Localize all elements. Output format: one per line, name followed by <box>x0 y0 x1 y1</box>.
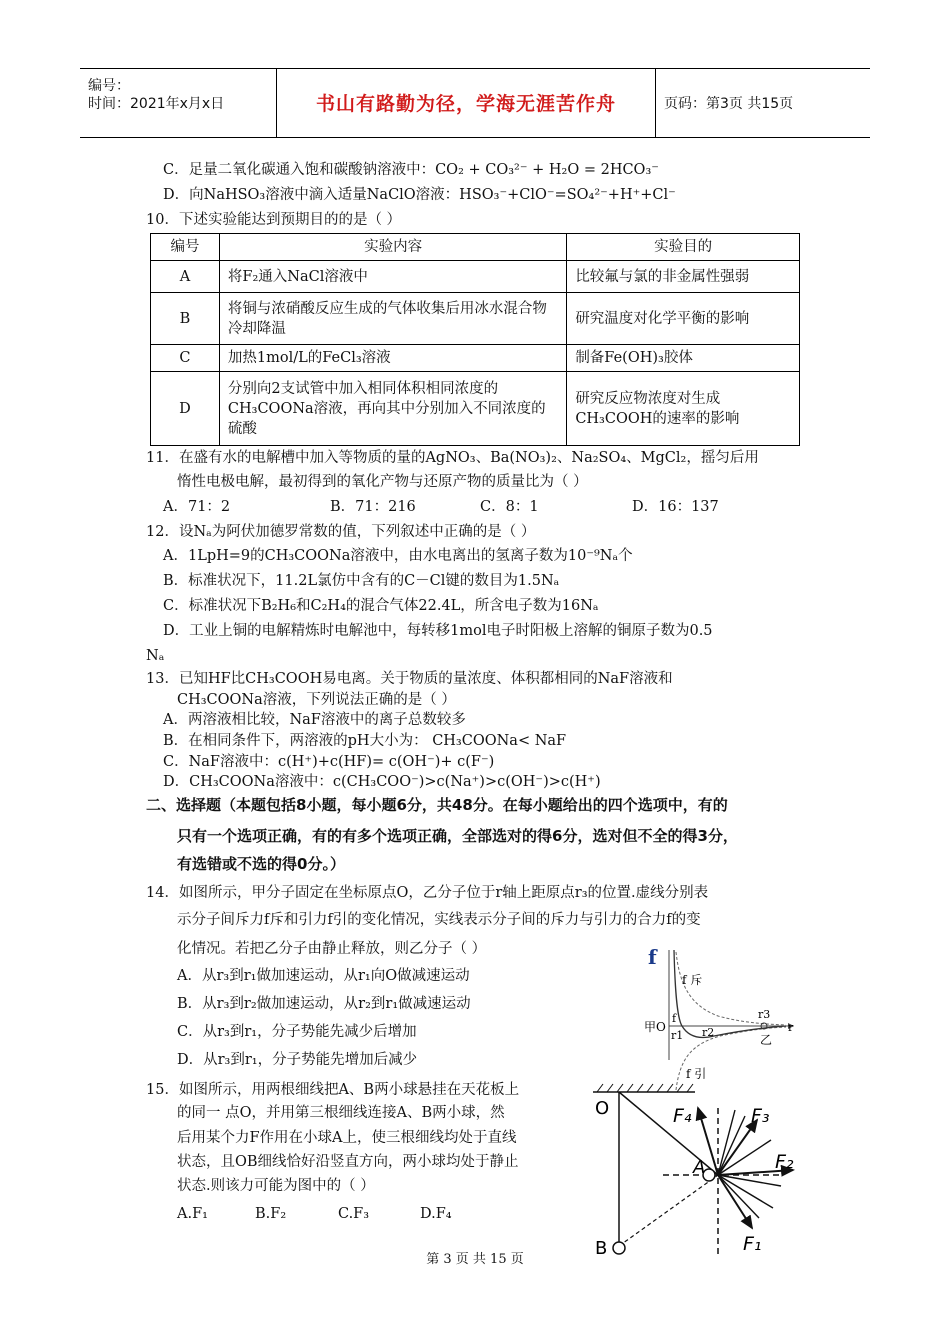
q13-stem-2: CH₃COONa溶液，下列说法正确的是（ ） <box>177 692 456 708</box>
doc-date: 时间：2021年x月x日 <box>88 96 225 112</box>
fig-label-yi: 乙 <box>760 1033 773 1047</box>
q11-option-b: B．71：216 <box>330 499 416 515</box>
q12-stem: 12．设Nₐ为阿伏加德罗常数的值，下列叙述中正确的是（ ） <box>146 524 536 540</box>
header-meta-cell <box>80 69 277 137</box>
fig-label-f3: F₃ <box>751 1105 770 1127</box>
q11-option-a: A．71：2 <box>163 499 231 515</box>
fig-label-r3: r3 <box>758 1008 771 1021</box>
row-goal: 比较氟与氯的非金属性强弱 <box>567 261 800 293</box>
section-2-line-3: 有选错或不选的得0分。） <box>177 855 345 873</box>
q12-option-c: C．标准状况下B₂H₆和C₂H₄的混合气体22.4L，所含电子数为16Nₐ <box>163 598 599 614</box>
table-row <box>151 293 800 345</box>
fig-label-b: B <box>595 1238 608 1259</box>
force-f1-arrow <box>718 1175 752 1228</box>
q15-force-figure <box>585 1082 810 1262</box>
fig-label-f4: F₄ <box>673 1105 692 1127</box>
q11-stem-1: 11．在盛有水的电解槽中加入等物质的量的AgNO₃、Ba(NO₃)₂、Na₂SO₄、MgCl₂，摇匀后用 <box>146 450 759 466</box>
fig-label-f2: F₂ <box>775 1151 794 1173</box>
q14-force-figure <box>640 940 800 1085</box>
q15-option-c: C.F₃ <box>338 1206 370 1222</box>
fig-label-o: O <box>595 1098 610 1119</box>
row-goal: 制备Fe(OH)₃胶体 <box>567 345 800 372</box>
row-id: D <box>151 372 220 446</box>
row-content: 分别向2支试管中加入相同体积相同浓度的CH₃COONa溶液，再向其中分别加入不同浓度的硫酸 <box>219 372 566 446</box>
net-force-curve <box>674 950 786 1038</box>
q14-stem-1: 14．如图所示，甲分子固定在坐标原点O，乙分子位于r轴上距原点r₃的位置.虚线分别表 <box>146 885 709 901</box>
fig-label-f-net: f <box>672 1012 677 1025</box>
q15-stem-2: 的同一 点O，并用第三根细线连接A、B两小球，然 <box>177 1105 505 1121</box>
q12-option-b: B．标准状况下，11.2L氯仿中含有的C－Cl键的数目为1.5Nₐ <box>163 573 560 589</box>
table-header: 实验内容 <box>219 234 566 261</box>
q10-stem: 10．下述实验能达到预期目的的是（ ） <box>146 212 402 228</box>
q14-stem-2: 示分子间斥力f斥和引力f引的变化情况，实线表示分子间的斥力与引力的合力f的变 <box>177 912 701 928</box>
q11-option-d: D．16：137 <box>632 499 719 515</box>
row-goal: 研究反应物浓度对生成CH₃COOH的速率的影响 <box>567 372 800 446</box>
row-goal: 研究温度对化学平衡的影响 <box>567 293 800 345</box>
fig-label-f-att: f 引 <box>686 1067 707 1081</box>
q12-option-d-1: D．工业上铜的电解精炼时电解池中，每转移1mol电子时阳极上溶解的铜原子数为0.5 <box>163 623 713 639</box>
force-f3-arrow <box>718 1120 757 1175</box>
table-header-row <box>151 234 800 261</box>
q15-stem-5: 状态.则该力可能为图中的（ ） <box>177 1178 375 1194</box>
section-2-line-1: 二、选择题（本题包括8小题，每小题6分，共48分。在每小题给出的四个选项中，有的 <box>146 796 728 814</box>
q13-option-a: A．两溶液相比较，NaF溶液中的离子总数较多 <box>163 712 466 728</box>
q15-stem-3: 后用某个力F作用在小球A上，使三根细线均处于直线 <box>177 1130 517 1146</box>
table-row <box>151 345 800 372</box>
doc-number: 编号： <box>88 78 130 94</box>
string-ab <box>619 1175 718 1246</box>
table-header: 编号 <box>151 234 220 261</box>
table-row <box>151 261 800 293</box>
q15-option-d: D.F₄ <box>420 1206 452 1222</box>
force-hatching <box>718 1110 781 1218</box>
row-id: B <box>151 293 220 345</box>
header-motto-cell <box>277 69 656 137</box>
q15-stem-4: 状态，且OB细线恰好沿竖直方向，两小球均处于静止 <box>177 1154 519 1170</box>
q11-option-c: C．8：1 <box>480 499 539 515</box>
q9-option-d: D．向NaHSO₃溶液中滴入适量NaClO溶液：HSO₃⁻+ClO⁻=SO₄²⁻+H⁺+Cl⁻ <box>163 187 676 203</box>
q13-stem-1: 13．已知HF比CH₃COOH易电离。关于物质的量浓度、体积都相同的NaF溶液和 <box>146 671 673 687</box>
q15-option-b: B.F₂ <box>255 1206 287 1222</box>
q15-stem-1: 15．如图所示，用两根细线把A、B两小球悬挂在天花板上 <box>146 1082 520 1098</box>
q10-table <box>150 233 800 446</box>
row-id: C <box>151 345 220 372</box>
q14-stem-3: 化情况。若把乙分子由静止释放，则乙分子（ ） <box>177 941 487 957</box>
table-row <box>151 372 800 446</box>
fig-label-r2: r2 <box>702 1026 715 1039</box>
fig-label-origin: 甲O <box>644 1020 666 1034</box>
page-header <box>80 68 870 138</box>
q12-option-d-2: Nₐ <box>146 648 165 664</box>
row-content: 将铜与浓硝酸反应生成的气体收集后用冰水混合物冷却降温 <box>219 293 566 345</box>
table-header: 实验目的 <box>567 234 800 261</box>
row-content: 将F₂通入NaCl溶液中 <box>219 261 566 293</box>
page-number: 页码：第3页 共15页 <box>664 96 794 112</box>
q13-option-c: C．NaF溶液中：c(H⁺)+c(HF)= c(OH⁻)+ c(F⁻) <box>163 754 495 770</box>
fig-label-f: f <box>648 945 657 969</box>
q14-option-c: C．从r₃到r₁，分子势能先减少后增加 <box>177 1024 417 1040</box>
q9-option-c: C．足量二氧化碳通入饱和碳酸钠溶液中：CO₂ + CO₃²⁻ + H₂O = 2HCO₃⁻ <box>163 162 659 178</box>
section-2-line-2: 只有一个选项正确，有的有多个选项正确，全部选对的得6分，选对但不全的得3分， <box>177 827 738 845</box>
ceiling-hatch <box>597 1084 693 1092</box>
fig-label-f1: F₁ <box>743 1233 762 1255</box>
q14-option-a: A．从r₃到r₁做加速运动，从r₁向O做减速运动 <box>177 968 470 984</box>
q15-option-a: A.F₁ <box>177 1206 208 1222</box>
fig-label-f-rep: f 斥 <box>682 973 703 987</box>
fig-label-r1: r1 <box>671 1029 684 1042</box>
fig-label-a: A <box>693 1157 706 1178</box>
motto: 书山有路勤为径，学海无涯苦作舟 <box>315 93 616 115</box>
row-id: A <box>151 261 220 293</box>
q14-option-d: D．从r₃到r₁，分子势能先增加后减少 <box>177 1052 418 1068</box>
page-footer: 第 3 页 共 15 页 <box>426 1252 524 1267</box>
fig-label-r: r <box>788 1021 794 1034</box>
row-content: 加热1mol/L的FeCl₃溶液 <box>219 345 566 372</box>
header-page-cell <box>656 69 870 137</box>
q14-option-b: B．从r₃到r₂做加速运动，从r₂到r₁做减速运动 <box>177 996 471 1012</box>
q13-option-d: D．CH₃COONa溶液中：c(CH₃COO⁻)>c(Na⁺)>c(OH⁻)>c(H⁺) <box>163 774 601 790</box>
q11-stem-2: 惰性电极电解，最初得到的氧化产物与还原产物的质量比为（ ） <box>177 474 588 490</box>
q12-option-a: A．1LpH=9的CH₃COONa溶液中，由水电离出的氢离子数为10⁻⁹Nₐ个 <box>163 548 633 564</box>
q13-option-b: B．在相同条件下，两溶液的pH大小为： CH₃COONa< NaF <box>163 733 567 749</box>
